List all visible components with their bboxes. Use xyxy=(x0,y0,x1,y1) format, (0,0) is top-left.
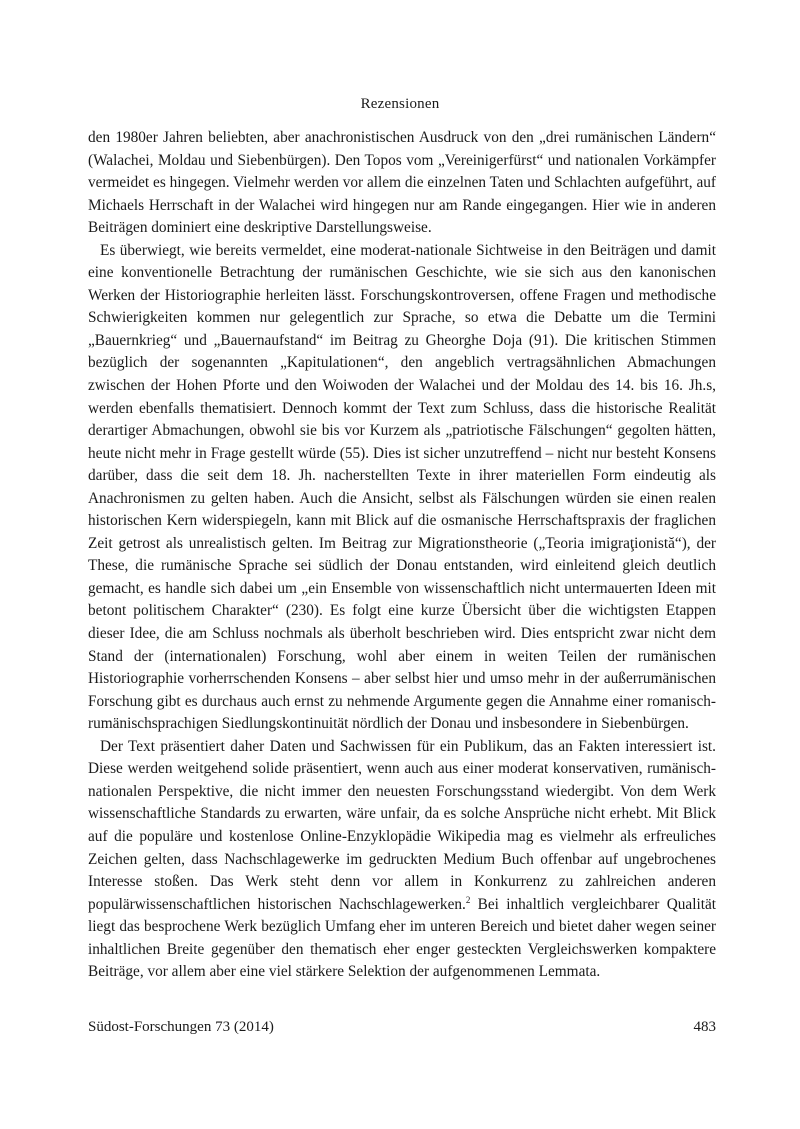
page-number: 483 xyxy=(693,1019,716,1035)
paragraph-text: Bei inhaltlich vergleichbarer Qualität liegt das besprochene Werk bezüglich Umfang eher im unteren Bereich und bietet daher wegen seiner inhaltlichen Breite gegenüber den thematisch eher enger gesteckten Vergleichswerken kompaktere Beiträge, vor allem aber eine viel stärkere Selektion der aufgenommenen Lemmata. xyxy=(88,895,716,981)
paragraph-text: Der Text präsentiert daher Daten und Sachwissen für ein Publikum, das an Fakten interessiert ist. Diese werden weitgehend solide präsentiert, wenn auch aus einer moderat konservativen, rumänisch-nationalen Perspektive, die nicht immer den neuesten Forschungsstand wiedergibt. Von dem Werk wissenschaftliche Standards zu erwarten, wäre unfair, da es solche Ansprüche nicht erhebt. Mit Blick auf die populäre und kostenlose Online-Enzyklopädie Wikipedia mag es vielmehr als erfreuliches Zeichen gelten, dass Nachschlagewerke im gedruckten Medium Buch offenbar auf ungebrochenes Interesse stoßen. Das Werk steht denn vor allem in Konkurrenz zu zahlreichen anderen populärwissenschaftlichen historischen Nachschlagewerken. xyxy=(88,737,716,913)
journal-citation: Südost-Forschungen 73 (2014) xyxy=(88,1019,274,1035)
body-text xyxy=(88,127,716,984)
page-footer xyxy=(88,1019,716,1036)
running-head: Rezensionen xyxy=(360,96,440,112)
footnote-reference[interactable]: 2 xyxy=(465,894,471,905)
paragraph: Es überwiegt, wie bereits vermeldet, eine moderat-nationale Sichtweise in den Beiträgen und damit eine konventionelle Betrachtung der rumänischen Geschichte, wie sie sich aus den kanonischen Werken der Historiographie herleiten lässt. Forschungskontroversen, offene Fragen und methodische Schwierigkeiten kommen nur gelegentlich zur Sprache, so etwa die Debatte um die Termini „Bauernkrieg“ und „Bauernaufstand“ im Beitrag zu Gheorghe Doja (91). Die kritischen Stimmen bezüglich der sogenannten „Kapitulationen“, den angeblich vertragsähnlichen Abmachungen zwischen der Hohen Pforte und den Woiwoden der Walachei und der Moldau des 14. bis 16. Jh.s, werden ebenfalls thematisiert. Dennoch kommt der Text zum Schluss, dass die historische Realität derartiger Abmachungen, obwohl sie bis vor Kurzem als „patriotische Fälschungen“ gegolten hätten, heute nicht mehr in Frage gestellt würde (55). Dies ist sicher unzutreffend – nicht nur besteht Konsens darüber, dass die seit dem 18. Jh. nacherstellten Texte in ihrer materiellen Form eindeutig als Anachronismen zu gelten haben. Auch die Ansicht, selbst als Fälschungen würden sie einen realen historischen Kern widerspiegeln, kann mit Blick auf die osmanische Herrschaftspraxis der fraglichen Zeit getrost als unrealistisch gelten. Im Beitrag zur Migrationstheorie („Teoria imigraţionistă“), der These, die rumänische Sprache sei südlich der Donau entstanden, wird einleitend gleich deutlich gemacht, es handle sich dabei um „ein Ensemble von wissenschaftlich nicht untermauerten Ideen mit betont politischem Charakter“ (230). Es folgt eine kurze Übersicht über die wichtigsten Etappen dieser Idee, die am Schluss nochmals als überholt beschrieben wird. Dies entspricht zwar nicht dem Stand der (internationalen) Forschung, wohl aber einem in weiten Teilen der rumänischen Historiographie vorherrschenden Konsens – aber selbst hier und umso mehr in der außerrumänischen Forschung gibt es durchaus auch ernst zu nehmende Argumente gegen die Annahme einer romanisch-rumänischsprachigen Siedlungskontinuität nördlich der Donau und insbesondere in Siebenbürgen. xyxy=(88,241,716,733)
paragraph xyxy=(88,736,716,984)
paragraph: den 1980er Jahren beliebten, aber anachronistischen Ausdruck von den „drei rumänischen Ländern“ (Walachei, Moldau und Siebenbürgen). Den Topos vom „Vereinigerfürst“ und nationalen Vorkämpfer vermeidet es hingegen. Vielmehr werden vor allem die einzelnen Taten und Schlachten aufgeführt, auf Michaels Herrschaft in der Walachei wird hingegen nur am Rande eingegangen. Hier wie in anderen Beiträgen dominiert eine deskriptive Darstellungsweise. xyxy=(88,129,716,237)
